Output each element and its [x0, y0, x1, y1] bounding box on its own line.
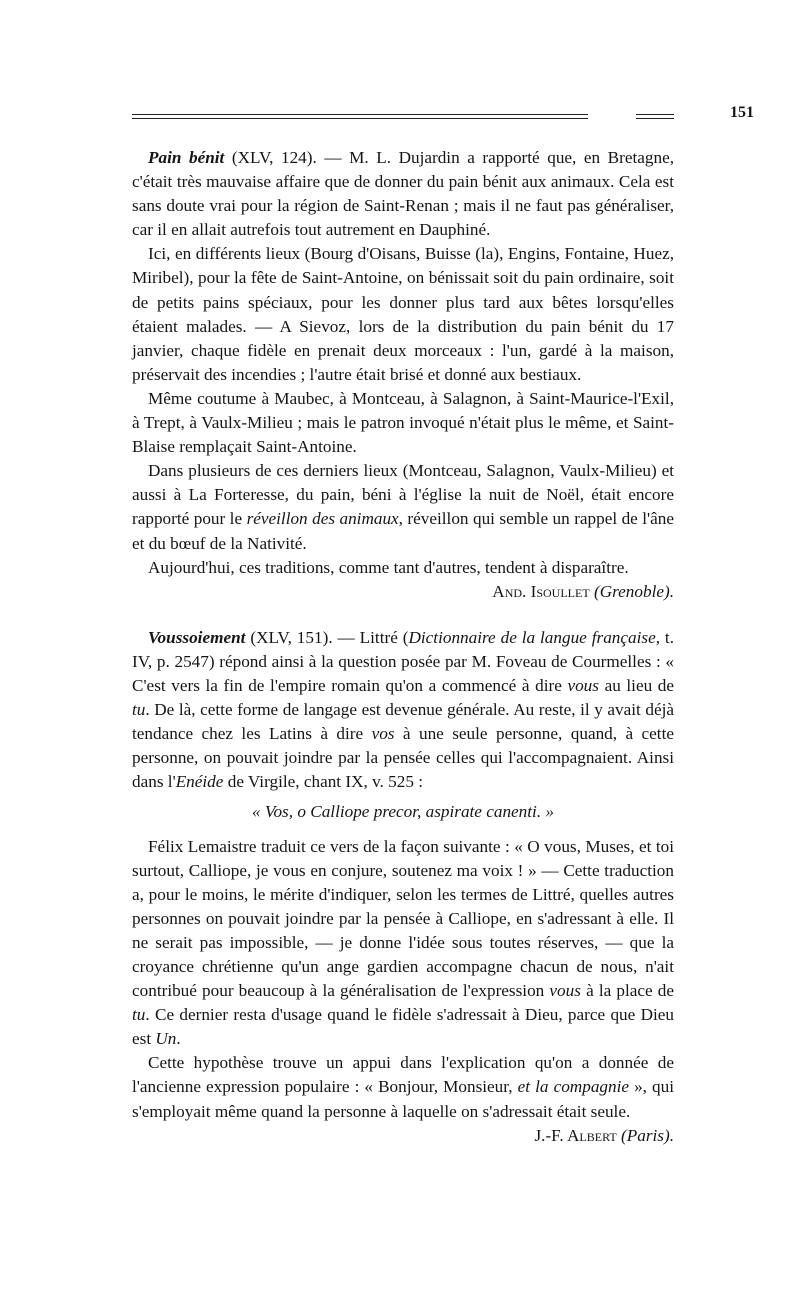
header-rule-right-bottom — [636, 118, 674, 119]
voussoiement-paragraph-1: Voussoiement (XLV, 151). — Littré (Dictionnaire de la langue française, t. IV, p. 2547) répond ainsi à la question posée par M. Foveau de Courmelles : « C'est vers la fin de l'empire romain qu'on a commencé à dire vous au lieu de tu. De là, cette forme de langage est devenue générale. Au reste, il y avait déjà tendance chez les Latins à dire vos à une seule personne, quand, à cette personne, on pouvait joindre par la pensée celles qui l'accompagnaient. Ainsi dans l'Enéide de Virgile, chant IX, v. 525 : — [132, 627, 675, 792]
header-rule-right-top — [636, 114, 674, 115]
pain-benit-paragraph-2: Ici, en différents lieux (Bourg d'Oisans, Buisse (la), Engins, Fontaine, Huez, Miribel), pour la fête de Saint-Antoine, on bénissait soit du pain ordinaire, soit de petits pains spéciaux, pour les donner plus tard aux bêtes lorsqu'elles étaient malades. — A Sievoz, lors de la distribution du pain bénit du 17 janvier, chaque fidèle en prenait deux morceaux : l'un, gardé à la maison, préservait des incendies ; l'autre était brisé et donné aux bestiaux. — [132, 244, 674, 384]
header-rule-left-bottom — [132, 118, 588, 119]
section-ref: (XLV, 124). — [231, 148, 317, 167]
article-body — [132, 146, 674, 1148]
signature-albert: J.-F. Albert (Paris). — [534, 1125, 674, 1145]
pain-benit-paragraph-5: Aujourd'hui, ces traditions, comme tant d'autres, tendent à disparaître. — [148, 557, 629, 577]
pain-benit-paragraph-3: Même coutume à Maubec, à Montceau, à Salagnon, à Saint-Maurice-l'Exil, à Trept, à Vaulx-Milieu ; mais le patron invoqué n'était plus le même, et Saint-Blaise remplaçait Saint-Antoine. — [132, 388, 674, 457]
section-title-voussoiement: Voussoiement — [148, 627, 246, 647]
voussoiement-paragraph-2: Félix Lemaistre traduit ce vers de la façon suivante : « O vous, Muses, et toi surtout, Calliope, je vous en conjure, soutenez ma voix ! » — Cette traduction a, pour le moins, le mérite d'indiquer, selon les termes de Littré, quelles autres personnes on pouvait joindre par la pensée à Calliope, en s'adressant à elle. Il ne serait pas impossible, — je donne l'idée sous toutes réserves, — que la croyance chrétienne qu'un ange gardien accompagne chacun de nous, n'ait contribué pour beaucoup à la généralisation de l'expression vous à la place de tu. Ce dernier resta d'usage quand le fidèle s'adressait à Dieu, parce que Dieu est Un. — [132, 836, 674, 1049]
page-header — [132, 104, 754, 128]
page-number: 151 — [730, 104, 754, 121]
pain-benit-paragraph-1: Pain bénit (XLV, 124). — M. L. Dujardin a rapporté que, en Bretagne, c'était très mauvaise affaire que de donner du pain bénit aux animaux. Cela est sans doute vrai pour la région de Saint-Renan ; mais il ne faut pas généraliser, car il en allait autrefois tout autrement en Dauphiné. — [132, 148, 675, 240]
section-title-pain-benit: Pain bénit — [148, 148, 225, 167]
voussoiement-paragraph-3: Cette hypothèse trouve un appui dans l'explication qu'on a donnée de l'ancienne expression populaire : « Bonjour, Monsieur, et la compagnie », qui s'employait même quand la personne à laquelle on s'adressait était seule. — [132, 1053, 675, 1121]
signature-isoullet: And. Isoullet (Grenoble). — [492, 581, 674, 601]
pain-benit-paragraph-4: Dans plusieurs de ces derniers lieux (Montceau, Salagnon, Vaulx-Milieu) et aussi à La Forteresse, du pain, béni à l'église la nuit de Noël, était encore rapporté pour le réveillon des animaux, réveillon qui semble un rappel de l'âne et du bœuf de la Nativité. — [132, 461, 674, 553]
header-rule-left-top — [132, 114, 588, 115]
latin-quote: « Vos, o Calliope precor, aspirate canenti. » — [251, 802, 555, 822]
section-ref: (XLV, 151). — [250, 627, 333, 647]
